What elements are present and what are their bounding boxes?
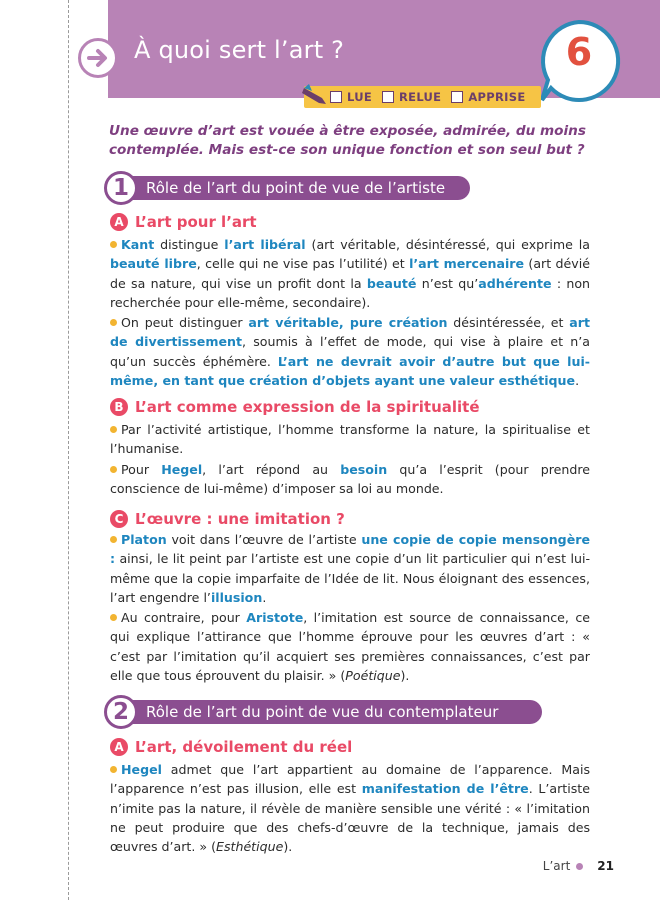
check-apprise[interactable] (451, 90, 525, 104)
text-run: . L’artiste n’imite pas la nature, il révèle de manière sensible une vérité : « l’imitation ne peut produire que des chefs-d’œuvre de la technique, jamais des œuvres d’art. » ( (110, 781, 590, 855)
page-number: 21 (597, 859, 614, 873)
section-1-heading (104, 174, 445, 202)
key-term: art véritable, pure création (248, 315, 448, 330)
pencil-icon (302, 82, 332, 106)
arrow-icon (78, 38, 118, 78)
text-run: . (575, 372, 580, 388)
key-term: art de divertissement (110, 315, 590, 350)
text-run: ). (283, 839, 293, 855)
section-number-badge (104, 171, 138, 205)
bullet-dot (110, 536, 117, 543)
text-run: , l’imitation est source de connaissance, ce qui explique l’attirance que l’homme éprouve pour les œuvres d’art : « c’est par l’imitation qu’il acquiert ses premières connaissances, c’est par elle que tous éprouvent du plaisir. » ( (110, 610, 590, 683)
text-run: Au contraire, pour (121, 610, 247, 625)
paragraph (110, 420, 590, 459)
text-run: ainsi, le lit peint par l’artiste est une copie d’un lit particulier qui n’est lui-même que la copie imparfaite de l’Idée de lit. Nous éloignant des essences, l’art engendre l’ (110, 551, 590, 605)
subsection-letter: C (110, 510, 128, 528)
paragraph (110, 313, 590, 390)
bullet-dot (110, 319, 117, 326)
key-term: l’art mercenaire (409, 256, 525, 272)
check-lue[interactable] (330, 90, 372, 104)
subsection-letter: B (110, 398, 128, 416)
key-term: une copie de copie mensongère : (110, 532, 590, 567)
key-term: adhérente (478, 275, 552, 291)
key-term: Hegel (121, 762, 162, 777)
subsection-letter: A (110, 213, 128, 231)
checkbox[interactable] (382, 91, 394, 103)
subsection-heading (110, 510, 345, 528)
text-run: , soumis à l’effet de mode, qui vise à plaire et n’a qu’un succès éphémère. (110, 334, 590, 369)
subsection-title: L’art comme expression de la spiritualité (135, 398, 480, 416)
reading-checklist (304, 86, 541, 108)
key-term: beauté (366, 275, 417, 291)
cut-line (68, 0, 69, 900)
section-title: Rôle de l’art du point de vue de l’artiste (146, 179, 446, 197)
subsection-heading (110, 398, 480, 416)
bullet-dot (110, 241, 117, 248)
text-run: (art véritable, désintéressé, qui exprime la (305, 237, 590, 252)
key-term: L’art ne devrait avoir d’autre but que lui-même, en tant que création d’objets ayant une valeur esthétique (110, 353, 591, 388)
text-run: distingue (154, 237, 225, 252)
text-run: voit dans l’œuvre de l’artiste (166, 532, 362, 547)
text-run: . (262, 589, 267, 605)
section-number: 1 (112, 174, 129, 201)
chapter-number: 6 (565, 30, 593, 74)
key-term: Kant (121, 237, 155, 252)
check-label: LUE (347, 90, 373, 104)
subsection-title: L’art pour l’art (135, 213, 257, 231)
key-term: beauté libre (110, 256, 197, 272)
paragraph (110, 760, 590, 856)
key-term: l’art libéral (224, 237, 306, 252)
text-run: , celle qui ne vise pas l’utilité) et (196, 256, 410, 272)
key-term: Platon (121, 532, 167, 547)
intro-question: Une œuvre d’art est vouée à être exposée, admirée, du moins contemplée. Mais est-ce son unique fonction et son seul but ? (109, 123, 586, 158)
text-run: Pour (121, 462, 162, 477)
check-relue[interactable] (382, 90, 441, 104)
subsection-letter: A (110, 738, 128, 756)
subsection-heading (110, 213, 257, 231)
paragraph (110, 530, 590, 607)
section-title: Rôle de l’art du point de vue du contemplateur (146, 703, 499, 721)
bullet-dot (110, 614, 117, 621)
text-run: , l’art répond au (202, 462, 341, 477)
footer-dot (576, 863, 583, 870)
bullet-dot (110, 766, 117, 773)
text-run: (art dévié de sa nature, qui vise un profit dont la (110, 256, 590, 291)
text-run: : non recherchée pour elle-même, secondaire). (110, 275, 591, 310)
paragraph (110, 235, 590, 312)
text-run: admet que l’art appartient au domaine de l’apparence. Mais l’apparence n’est pas illusion, elle est (110, 762, 590, 797)
text-run: désintéressée, et (447, 315, 570, 330)
text-run: n’est qu’ (416, 275, 479, 291)
paragraph (110, 460, 590, 499)
section-number-badge (104, 695, 138, 729)
check-label: APPRISE (468, 90, 526, 104)
check-label: RELUE (399, 90, 442, 104)
paragraph (110, 608, 590, 685)
work-title: Esthétique (216, 839, 284, 855)
page-footer (543, 859, 614, 873)
text-run: Par l’activité artistique, l’homme transforme la nature, la spiritualise et l’humanise. (110, 422, 590, 457)
checkbox[interactable] (451, 91, 463, 103)
bullet-dot (110, 466, 117, 473)
text-run: ). (400, 667, 410, 683)
work-title: Poétique (345, 667, 401, 683)
bullet-dot (110, 426, 117, 433)
page-title: À quoi sert l’art ? (134, 36, 345, 64)
key-term: Aristote (246, 610, 304, 625)
section-2-heading (104, 698, 498, 726)
key-term: manifestation de l’être (361, 781, 529, 797)
key-term: Hegel (161, 462, 203, 477)
subsection-title: L’art, dévoilement du réel (135, 738, 353, 756)
subsection-title: L’œuvre : une imitation ? (135, 510, 345, 528)
text-run: On peut distinguer (121, 315, 249, 330)
footer-label: L’art (542, 859, 571, 873)
key-term: besoin (340, 462, 388, 477)
section-number: 2 (112, 698, 129, 725)
key-term: illusion (210, 589, 263, 605)
subsection-heading (110, 738, 352, 756)
text-run: qu’a l’esprit (pour prendre conscience de lui-même) d’imposer sa loi au monde. (110, 462, 591, 497)
